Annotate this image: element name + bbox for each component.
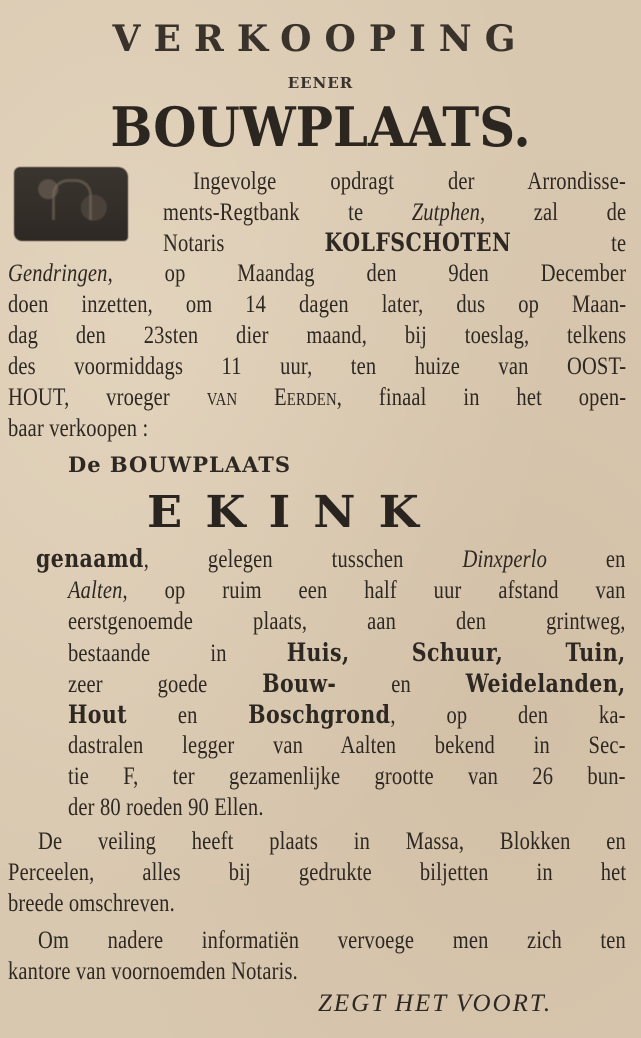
intro-line-1: Ingevolge opdragt der Arrondisse-: [193, 168, 626, 195]
place-dinxperlo: Dinxperlo: [462, 546, 548, 573]
intro-line-7: des voormiddags 11 uur, ten huize van OOST-: [8, 353, 627, 380]
property-line-6: Hout en Boschgrond, op den ka-: [68, 700, 626, 729]
property-heading: De BOUWPLAATS: [68, 452, 291, 477]
auction-line-2: Perceelen, alles bij gedrukte biljetten in het: [8, 859, 627, 886]
intro-line-6: dag den 23sten dier maand, bij toeslag, telkens: [8, 322, 627, 349]
notary-name: KOLFSCHOTEN: [324, 228, 512, 257]
auction-line-3: breede omschreven.: [8, 890, 175, 917]
info-line-2: kantore van voornoemden Notaris.: [8, 958, 298, 985]
intro-line-8: HOUT, vroeger van Eerden, finaal in het open-: [8, 384, 627, 411]
intro-line-3: Notaris KOLFSCHOTEN te: [163, 228, 627, 257]
property-line-1: genaamd, gelegen tusschen Dinxperlo en: [36, 544, 626, 573]
property-line-5: zeer goede Bouw- en Weidelanden,: [68, 669, 626, 698]
property-line-3: eerstgenoemde plaats, aan den grintweg,: [68, 608, 626, 635]
intro-line-5: doen inzetten, om 14 dagen later, dus op Maan-: [8, 291, 627, 318]
property-name: EKINK: [147, 487, 442, 538]
property-line-9: der 80 roeden 90 Ellen.: [68, 794, 264, 821]
title-bouwplaats: BOUWPLAATS.: [110, 95, 531, 159]
woodcut-illustration-icon: [14, 167, 128, 241]
intro-line-4: Gendringen, op Maandag den 9den December: [8, 260, 627, 287]
intro-line-9: baar verkoopen :: [8, 415, 149, 442]
title-eener: EENER: [287, 74, 354, 92]
intro-line-2: ments-Regtbank te Zutphen, zal de: [163, 199, 627, 226]
name-van-eerden: van Eerden: [206, 384, 337, 411]
place-zutphen: Zutphen: [411, 199, 481, 226]
property-line-4: bestaande in Huis, Schuur, Tuin,: [68, 638, 626, 667]
title-verkooping: VERKOOPING: [112, 18, 529, 60]
place-gendringen: Gendringen: [8, 260, 108, 287]
signature: ZEGT HET VOORT.: [318, 990, 553, 1017]
auction-line-1: De veiling heeft plaats in Massa, Blokken en: [38, 828, 626, 855]
place-aalten: Aalten: [68, 577, 123, 604]
info-line-1: Om nadere informatiën vervoege men zich ten: [38, 927, 626, 954]
property-line-7: dastralen legger van Aalten bekend in Sec-: [68, 732, 626, 759]
property-line-8: tie F, ter gezamenlijke grootte van 26 bun-: [68, 763, 626, 790]
property-line-2: Aalten, op ruim een half uur afstand van: [68, 577, 626, 604]
